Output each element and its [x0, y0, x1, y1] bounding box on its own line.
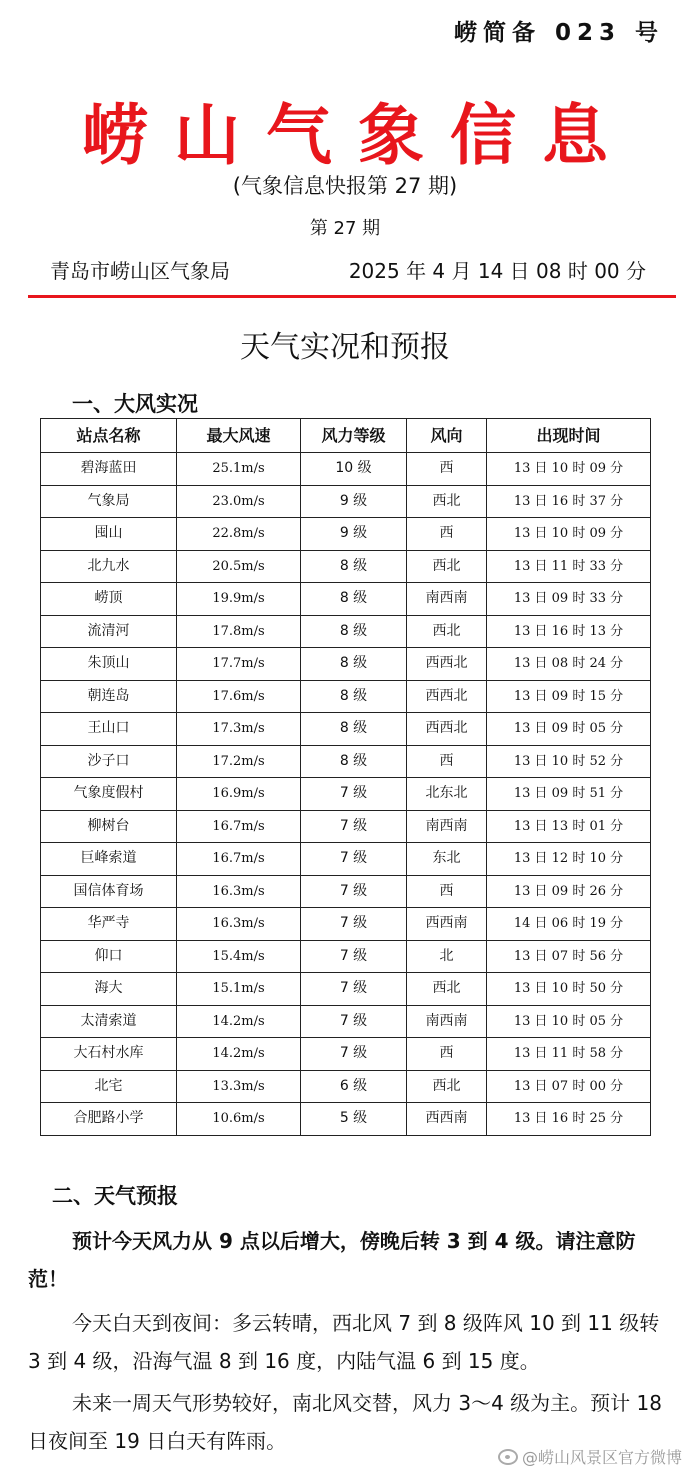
table-row [41, 680, 651, 713]
table-row [41, 778, 651, 811]
station-cell: 沙子口 [41, 745, 177, 778]
direction-cell: 西西北 [407, 713, 487, 746]
document-title: 崂山气象信息 [82, 96, 634, 174]
table-row [41, 843, 651, 876]
direction-cell: 东北 [407, 843, 487, 876]
station-cell: 太清索道 [41, 1005, 177, 1038]
wind-level-cell: 5 级 [301, 1103, 407, 1136]
time-cell: 13 日 09 时 33 分 [487, 583, 651, 616]
direction-cell: 北 [407, 940, 487, 973]
document-number: 崂简备 023 号 [453, 20, 664, 46]
station-cell: 柳树台 [41, 810, 177, 843]
wind-heading: 一、大风实况 [72, 392, 198, 416]
max-speed-cell: 17.7m/s [177, 648, 301, 681]
time-cell: 14 日 06 时 19 分 [487, 908, 651, 941]
time-cell: 13 日 07 时 00 分 [487, 1070, 651, 1103]
table-row [41, 1070, 651, 1103]
time-cell: 13 日 11 时 58 分 [487, 1038, 651, 1071]
time-cell: 13 日 07 时 56 分 [487, 940, 651, 973]
wind-level-cell: 7 级 [301, 843, 407, 876]
red-divider [28, 295, 676, 298]
station-cell: 囤山 [41, 518, 177, 551]
direction-cell: 南西南 [407, 583, 487, 616]
wind-level-cell: 8 级 [301, 583, 407, 616]
time-cell: 13 日 10 时 05 分 [487, 1005, 651, 1038]
time-cell: 13 日 12 时 10 分 [487, 843, 651, 876]
forecast-today: 今天白天到夜间：多云转晴，西北风 7 到 8 级阵风 10 到 11 级转 3 到 4 级，沿海气温 8 到 16 度，内陆气温 6 到 15 度。 [28, 1311, 660, 1373]
station-cell: 大石村水库 [41, 1038, 177, 1071]
watermark-text: @崂山风景区官方微博 [521, 1448, 682, 1467]
direction-cell: 南西南 [407, 810, 487, 843]
direction-cell: 北东北 [407, 778, 487, 811]
direction-cell: 西西南 [407, 908, 487, 941]
column-header: 出现时间 [487, 419, 651, 453]
time-cell: 13 日 11 时 33 分 [487, 550, 651, 583]
time-cell: 13 日 16 时 25 分 [487, 1103, 651, 1136]
max-speed-cell: 20.5m/s [177, 550, 301, 583]
issue-number: 第 27 期 [309, 218, 381, 239]
max-speed-cell: 17.3m/s [177, 713, 301, 746]
time-cell: 13 日 09 时 51 分 [487, 778, 651, 811]
table-row [41, 1038, 651, 1071]
wind-table [40, 418, 651, 1136]
max-speed-cell: 10.6m/s [177, 1103, 301, 1136]
direction-cell: 西北 [407, 1070, 487, 1103]
column-header: 站点名称 [41, 419, 177, 453]
table-row [41, 940, 651, 973]
wind-level-cell: 8 级 [301, 745, 407, 778]
direction-cell: 西 [407, 745, 487, 778]
table-row [41, 810, 651, 843]
time-cell: 13 日 10 时 09 分 [487, 453, 651, 486]
wind-level-cell: 7 级 [301, 1005, 407, 1038]
max-speed-cell: 16.3m/s [177, 875, 301, 908]
issuing-agency: 青岛市崂山区气象局 [50, 259, 230, 283]
station-cell: 气象局 [41, 485, 177, 518]
station-cell: 朱顶山 [41, 648, 177, 681]
table-row [41, 583, 651, 616]
station-cell: 崂顶 [41, 583, 177, 616]
wind-level-cell: 8 级 [301, 615, 407, 648]
wind-level-cell: 7 级 [301, 908, 407, 941]
table-row [41, 518, 651, 551]
wind-level-cell: 7 级 [301, 778, 407, 811]
station-cell: 王山口 [41, 713, 177, 746]
wind-level-cell: 7 级 [301, 973, 407, 1006]
column-header: 最大风速 [177, 419, 301, 453]
table-row [41, 648, 651, 681]
time-cell: 13 日 10 时 52 分 [487, 745, 651, 778]
max-speed-cell: 23.0m/s [177, 485, 301, 518]
table-row [41, 875, 651, 908]
table-row [41, 1103, 651, 1136]
direction-cell: 西西北 [407, 648, 487, 681]
time-cell: 13 日 10 时 09 分 [487, 518, 651, 551]
direction-cell: 西北 [407, 485, 487, 518]
max-speed-cell: 16.3m/s [177, 908, 301, 941]
forecast-highlight: 预计今天风力从 9 点以后增大，傍晚后转 3 到 4 级。请注意防范！ [28, 1229, 636, 1291]
station-cell: 仰口 [41, 940, 177, 973]
max-speed-cell: 17.6m/s [177, 680, 301, 713]
wind-level-cell: 6 级 [301, 1070, 407, 1103]
direction-cell: 西北 [407, 973, 487, 1006]
direction-cell: 西西南 [407, 1103, 487, 1136]
max-speed-cell: 14.2m/s [177, 1005, 301, 1038]
wind-level-cell: 8 级 [301, 550, 407, 583]
table-row [41, 485, 651, 518]
max-speed-cell: 17.8m/s [177, 615, 301, 648]
table-row [41, 713, 651, 746]
table-row [41, 550, 651, 583]
station-cell: 国信体育场 [41, 875, 177, 908]
wind-level-cell: 7 级 [301, 940, 407, 973]
max-speed-cell: 16.9m/s [177, 778, 301, 811]
direction-cell: 西 [407, 518, 487, 551]
time-cell: 13 日 09 时 05 分 [487, 713, 651, 746]
wind-level-cell: 8 级 [301, 648, 407, 681]
time-cell: 13 日 10 时 50 分 [487, 973, 651, 1006]
table-row [41, 908, 651, 941]
wind-level-cell: 9 级 [301, 485, 407, 518]
direction-cell: 西西北 [407, 680, 487, 713]
table-row [41, 973, 651, 1006]
watermark [498, 1445, 682, 1468]
direction-cell: 西北 [407, 615, 487, 648]
issue-datetime: 2025 年 4 月 14 日 08 时 00 分 [348, 259, 646, 283]
table-row [41, 1005, 651, 1038]
station-cell: 华严寺 [41, 908, 177, 941]
time-cell: 13 日 08 时 24 分 [487, 648, 651, 681]
direction-cell: 南西南 [407, 1005, 487, 1038]
table-header-row [41, 419, 651, 453]
direction-cell: 西 [407, 453, 487, 486]
column-header: 风力等级 [301, 419, 407, 453]
forecast-week: 未来一周天气形势较好，南北风交替，风力 3～4 级为主。预计 18 日夜间至 19 日白天有阵雨。 [28, 1391, 662, 1453]
direction-cell: 西 [407, 1038, 487, 1071]
table-row [41, 453, 651, 486]
wind-level-cell: 8 级 [301, 713, 407, 746]
time-cell: 13 日 09 时 26 分 [487, 875, 651, 908]
station-cell: 巨峰索道 [41, 843, 177, 876]
max-speed-cell: 15.4m/s [177, 940, 301, 973]
time-cell: 13 日 13 时 01 分 [487, 810, 651, 843]
max-speed-cell: 16.7m/s [177, 810, 301, 843]
forecast-heading: 二、天气预报 [52, 1184, 178, 1208]
table-row [41, 615, 651, 648]
direction-cell: 西 [407, 875, 487, 908]
table-row [41, 745, 651, 778]
wind-level-cell: 10 级 [301, 453, 407, 486]
direction-cell: 西北 [407, 550, 487, 583]
document-subtitle: (气象信息快报第 27 期) [232, 174, 458, 198]
wind-level-cell: 8 级 [301, 680, 407, 713]
station-cell: 气象度假村 [41, 778, 177, 811]
max-speed-cell: 25.1m/s [177, 453, 301, 486]
time-cell: 13 日 16 时 37 分 [487, 485, 651, 518]
max-speed-cell: 15.1m/s [177, 973, 301, 1006]
station-cell: 合肥路小学 [41, 1103, 177, 1136]
wind-level-cell: 9 级 [301, 518, 407, 551]
max-speed-cell: 13.3m/s [177, 1070, 301, 1103]
wind-level-cell: 7 级 [301, 1038, 407, 1071]
station-cell: 北宅 [41, 1070, 177, 1103]
wind-level-cell: 7 级 [301, 810, 407, 843]
max-speed-cell: 17.2m/s [177, 745, 301, 778]
max-speed-cell: 19.9m/s [177, 583, 301, 616]
column-header: 风向 [407, 419, 487, 453]
time-cell: 13 日 16 时 13 分 [487, 615, 651, 648]
max-speed-cell: 14.2m/s [177, 1038, 301, 1071]
station-cell: 北九水 [41, 550, 177, 583]
max-speed-cell: 22.8m/s [177, 518, 301, 551]
weibo-icon [498, 1449, 518, 1465]
section-title: 天气实况和预报 [240, 330, 450, 365]
station-cell: 朝连岛 [41, 680, 177, 713]
station-cell: 海大 [41, 973, 177, 1006]
station-cell: 流清河 [41, 615, 177, 648]
max-speed-cell: 16.7m/s [177, 843, 301, 876]
station-cell: 碧海蓝田 [41, 453, 177, 486]
wind-level-cell: 7 级 [301, 875, 407, 908]
time-cell: 13 日 09 时 15 分 [487, 680, 651, 713]
